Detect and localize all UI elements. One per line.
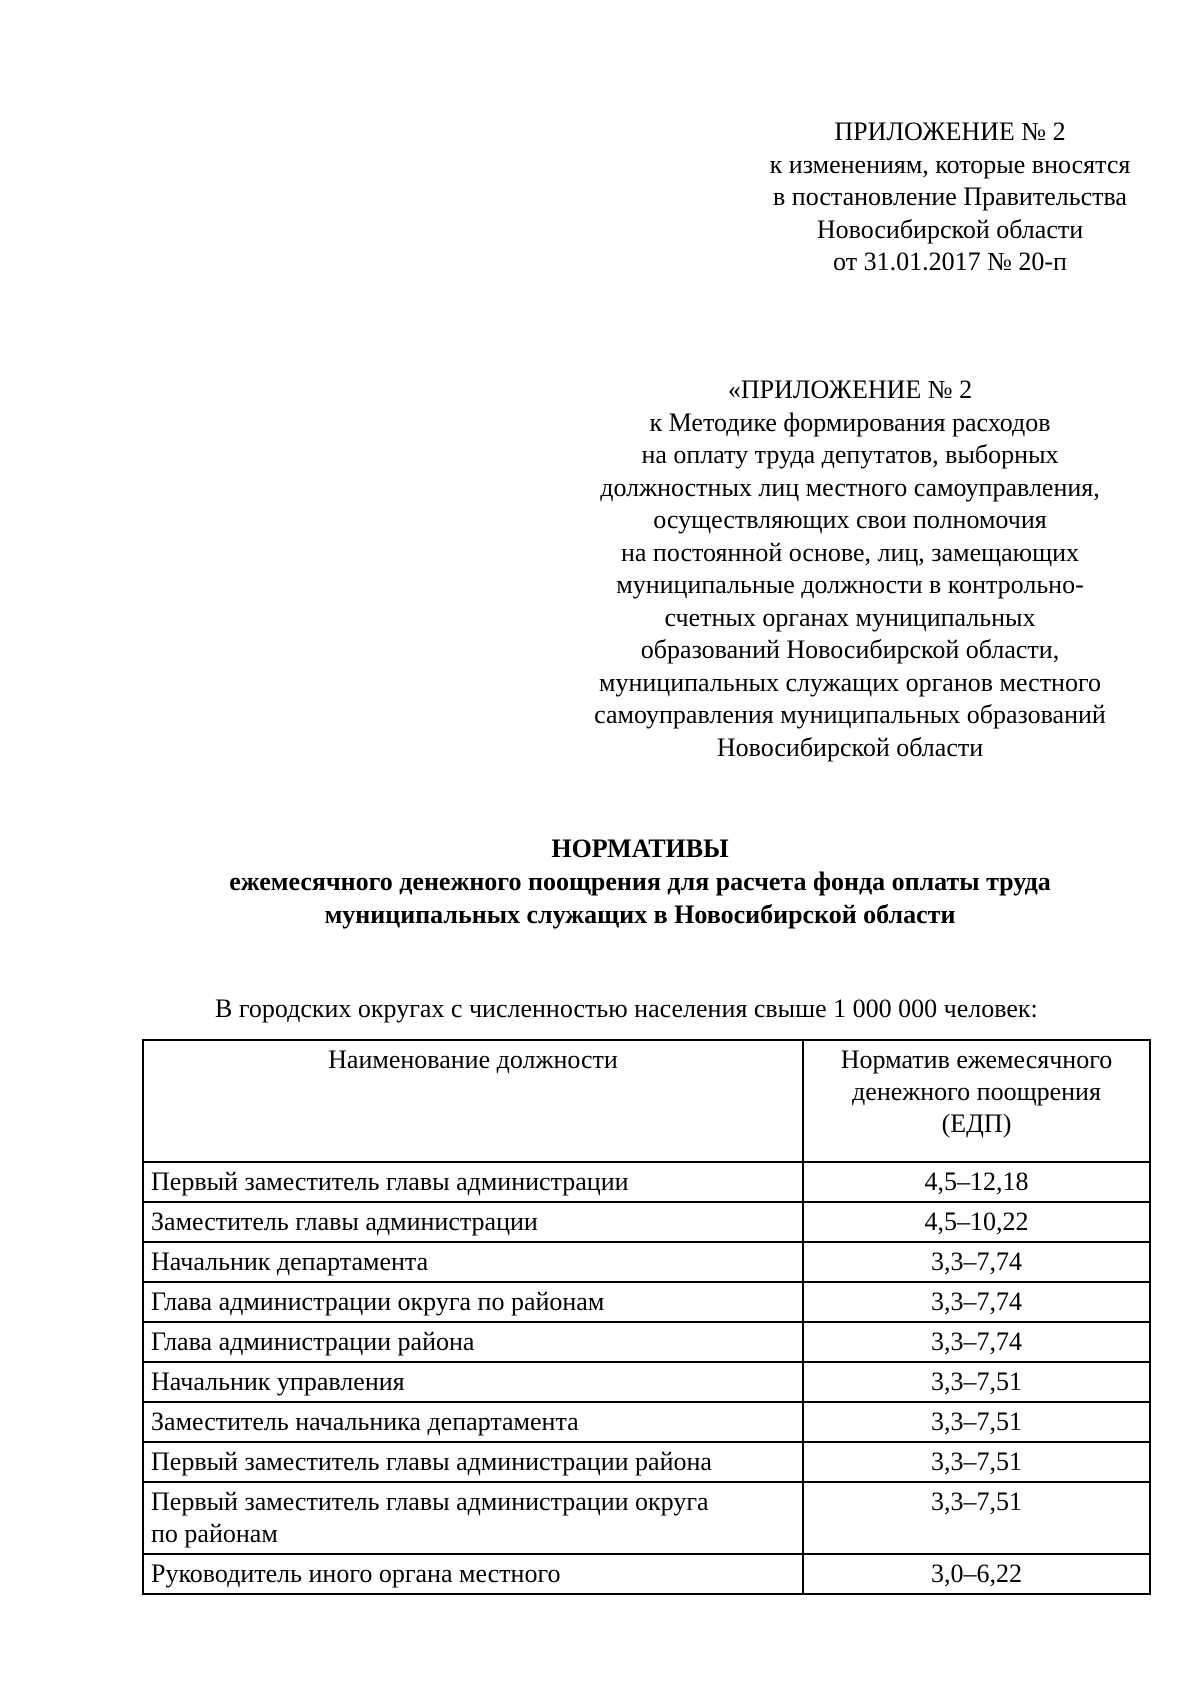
position-name-line: Первый заместитель главы администрации округа bbox=[151, 1487, 709, 1516]
norm-value: 3,3–7,51 bbox=[803, 1442, 1150, 1482]
norm-value: 3,3–7,74 bbox=[803, 1322, 1150, 1362]
table-row bbox=[143, 1202, 1150, 1242]
table-row bbox=[143, 1242, 1150, 1282]
norm-value: 3,0–6,22 bbox=[803, 1554, 1150, 1594]
appendix-method-line: осуществляющих свои полномочия bbox=[653, 505, 1047, 534]
position-name: Первый заместитель главы администрации bbox=[143, 1162, 803, 1202]
header-norm-line: денежного поощрения bbox=[852, 1077, 1101, 1106]
norm-value: 3,3–7,74 bbox=[803, 1242, 1150, 1282]
norm-value: 4,5–10,22 bbox=[803, 1202, 1150, 1242]
norms-table bbox=[142, 1039, 1151, 1595]
appendix-header-line: от 31.01.2017 № 20-п bbox=[833, 247, 1067, 276]
document-title bbox=[130, 832, 1150, 931]
table-row bbox=[143, 1482, 1150, 1554]
intro-text: В городских округах с численностью населения свыше 1 000 000 человек: bbox=[215, 994, 1038, 1023]
title-subtitle-line: ежемесячного денежного поощрения для расчета фонда оплаты труда bbox=[229, 867, 1051, 896]
position-name: Глава администрации района bbox=[143, 1322, 803, 1362]
appendix-method-line: на оплату труда депутатов, выборных bbox=[641, 440, 1059, 469]
header-norm-line: Норматив ежемесячного bbox=[840, 1045, 1113, 1074]
table-row bbox=[143, 1322, 1150, 1362]
norm-value: 4,5–12,18 bbox=[803, 1162, 1150, 1202]
appendix-method bbox=[580, 374, 1120, 764]
appendix-header-line: ПРИЛОЖЕНИЕ № 2 bbox=[834, 117, 1066, 146]
appendix-method-line: к Методике формирования расходов bbox=[649, 407, 1051, 437]
appendix-method-line: самоуправления муниципальных образований bbox=[594, 700, 1106, 729]
header-position-name: Наименование должности bbox=[143, 1040, 803, 1162]
table-row bbox=[143, 1282, 1150, 1322]
header-norm bbox=[803, 1040, 1150, 1162]
position-name-line: по районам bbox=[151, 1519, 278, 1548]
position-name: Глава администрации округа по районам bbox=[143, 1282, 803, 1322]
header-norm-line: (ЕДП) bbox=[941, 1109, 1012, 1138]
appendix-method-line: образований Новосибирской области, bbox=[640, 635, 1060, 664]
norm-value: 3,3–7,74 bbox=[803, 1282, 1150, 1322]
appendix-header-line: Новосибирской области bbox=[816, 214, 1084, 244]
norm-value: 3,3–7,51 bbox=[803, 1482, 1150, 1554]
position-name bbox=[143, 1482, 803, 1554]
norm-value: 3,3–7,51 bbox=[803, 1362, 1150, 1402]
appendix-method-line: муниципальные должности в контрольно- bbox=[616, 570, 1084, 599]
title-subtitle-line: муниципальных служащих в Новосибирской области bbox=[324, 900, 956, 929]
appendix-method-line: счетных органах муниципальных bbox=[664, 602, 1036, 632]
title-main: НОРМАТИВЫ bbox=[551, 834, 729, 863]
position-name: Руководитель иного органа местного bbox=[143, 1554, 803, 1594]
norm-value: 3,3–7,51 bbox=[803, 1402, 1150, 1442]
table-row bbox=[143, 1442, 1150, 1482]
position-name: Начальник департамента bbox=[143, 1242, 803, 1282]
position-name: Заместитель начальника департамента bbox=[143, 1402, 803, 1442]
appendix-method-line: муниципальных служащих органов местного bbox=[599, 667, 1101, 697]
appendix-method-line: Новосибирской области bbox=[716, 732, 984, 762]
position-name: Заместитель главы администрации bbox=[143, 1202, 803, 1242]
table-row bbox=[143, 1554, 1150, 1594]
table-row bbox=[143, 1402, 1150, 1442]
position-name: Первый заместитель главы администрации района bbox=[143, 1442, 803, 1482]
appendix-method-line: должностных лиц местного самоуправления, bbox=[600, 472, 1100, 502]
appendix-method-line: на постоянной основе, лиц, замещающих bbox=[620, 537, 1080, 567]
appendix-header-line: в постановление Правительства bbox=[773, 182, 1127, 211]
table-header-row bbox=[143, 1040, 1150, 1162]
position-name: Начальник управления bbox=[143, 1362, 803, 1402]
table-row bbox=[143, 1162, 1150, 1202]
appendix-header-line: к изменениям, которые вносятся bbox=[769, 149, 1131, 179]
appendix-method-line: «ПРИЛОЖЕНИЕ № 2 bbox=[727, 375, 973, 404]
table-row bbox=[143, 1362, 1150, 1402]
appendix-header bbox=[740, 116, 1160, 279]
